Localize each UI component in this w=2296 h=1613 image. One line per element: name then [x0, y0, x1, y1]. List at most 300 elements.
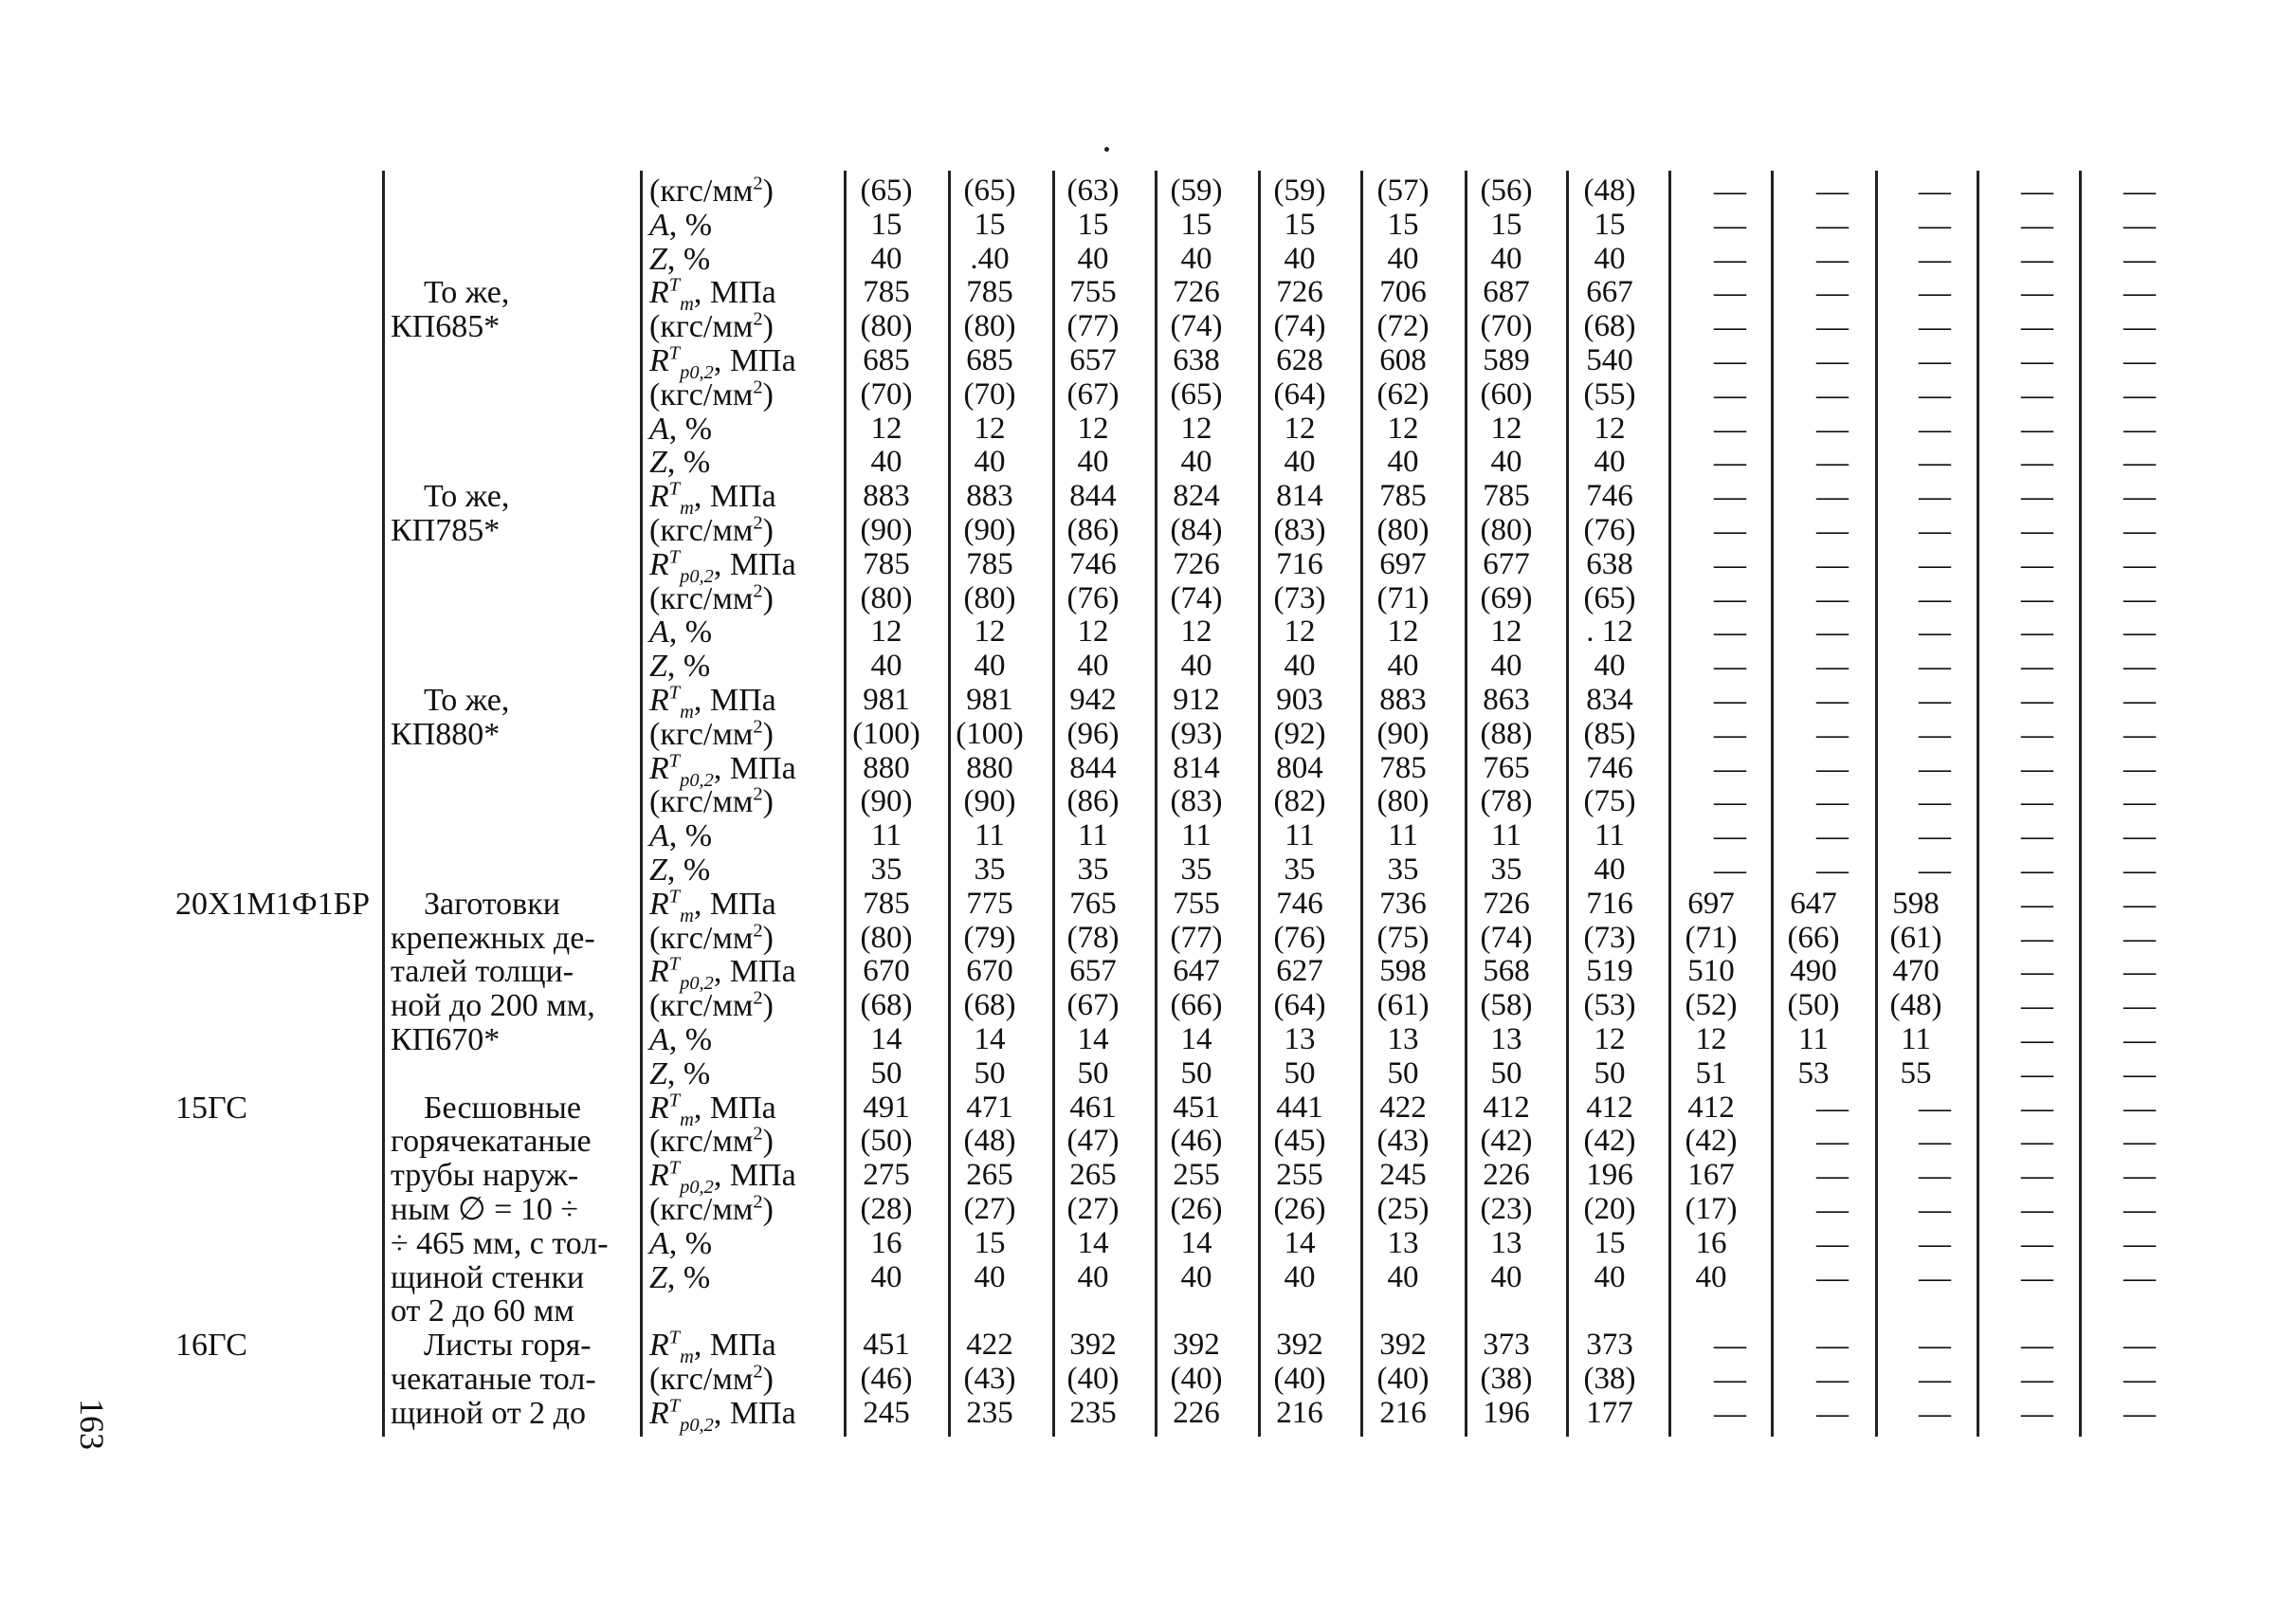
- value-cell: 12: [974, 614, 1006, 650]
- dash-cell: —: [1919, 614, 1951, 651]
- value-cell: 12: [1695, 1022, 1727, 1056]
- value-cell: 736: [1379, 886, 1427, 921]
- value-cell: 685: [966, 343, 1013, 377]
- param-label: $(кгс/мм^2)$: [649, 376, 774, 412]
- value-cell: 35: [1490, 852, 1522, 887]
- value-cell: 40: [1594, 445, 1626, 480]
- product-text: горячекатаные: [391, 1124, 592, 1160]
- value-cell: (61): [1889, 920, 1942, 955]
- dash-cell: —: [1919, 1259, 1951, 1295]
- product-text: То же,: [424, 683, 510, 718]
- dash-cell: —: [1816, 376, 1849, 412]
- value-cell: 11: [1181, 818, 1212, 853]
- product-text: талей толщи-: [391, 954, 574, 990]
- dash-cell: —: [2123, 241, 2156, 277]
- dash-cell: —: [2123, 1022, 2156, 1057]
- value-cell: 40: [1387, 649, 1419, 684]
- dash-cell: —: [2123, 343, 2156, 378]
- value-cell: (86): [1066, 513, 1120, 547]
- value-cell: 40: [1594, 852, 1626, 887]
- value-cell: 422: [1379, 1090, 1427, 1125]
- dash-cell: —: [2021, 411, 2053, 447]
- value-cell: (68): [963, 988, 1016, 1023]
- param-label: $(кгс/мм^2)$: [649, 920, 774, 956]
- dash-cell: —: [1816, 716, 1849, 752]
- param-label: $R^T_m$, МПа: [649, 886, 776, 926]
- value-cell: 880: [863, 750, 910, 785]
- product-text: чекатаные тол-: [391, 1362, 596, 1397]
- value-cell: (59): [1170, 174, 1223, 208]
- value-cell: 785: [966, 275, 1013, 310]
- value-cell: 706: [1379, 275, 1427, 310]
- value-cell: (38): [1583, 1362, 1636, 1396]
- value-cell: (59): [1273, 174, 1326, 208]
- product-text: щиной стенки: [391, 1259, 585, 1295]
- value-cell: 40: [1180, 1259, 1212, 1294]
- value-cell: 40: [1077, 649, 1109, 684]
- dash-cell: —: [2123, 174, 2156, 209]
- dash-cell: —: [1919, 343, 1951, 378]
- value-cell: 226: [1483, 1158, 1530, 1193]
- value-cell: 15: [1490, 207, 1522, 242]
- value-cell: 392: [1173, 1328, 1220, 1363]
- dash-cell: —: [2123, 1158, 2156, 1194]
- dash-cell: —: [1919, 1090, 1951, 1126]
- value-cell: 53: [1797, 1055, 1830, 1091]
- value-cell: 13: [1284, 1022, 1316, 1056]
- value-cell: 12: [1284, 614, 1316, 650]
- param-label: $R^T_{p0,2}$, МПа: [649, 1157, 796, 1198]
- value-cell: (77): [1170, 920, 1223, 955]
- value-cell: 15: [1077, 207, 1109, 242]
- dash-cell: —: [1714, 716, 1746, 752]
- value-cell: 461: [1069, 1090, 1117, 1125]
- dash-cell: —: [2123, 411, 2156, 447]
- dash-cell: —: [2021, 852, 2053, 888]
- value-cell: (50): [860, 1124, 913, 1159]
- value-cell: (50): [1787, 988, 1840, 1023]
- dash-cell: —: [1919, 818, 1951, 854]
- value-cell: 50: [1284, 1055, 1316, 1091]
- value-cell: (80): [1376, 513, 1430, 547]
- value-cell: 167: [1687, 1158, 1735, 1193]
- value-cell: 40: [1077, 445, 1109, 480]
- value-cell: 598: [1379, 954, 1427, 989]
- value-cell: 880: [966, 750, 1013, 785]
- dash-cell: —: [1919, 479, 1951, 515]
- value-cell: (72): [1376, 309, 1430, 344]
- value-cell: 235: [966, 1395, 1013, 1430]
- dash-cell: —: [2021, 376, 2053, 412]
- param-label: A, %: [649, 818, 713, 854]
- dash-cell: —: [1919, 649, 1951, 685]
- dash-cell: —: [2123, 1362, 2156, 1397]
- value-cell: (76): [1273, 920, 1326, 955]
- value-cell: 883: [1379, 683, 1427, 717]
- value-cell: 519: [1586, 954, 1633, 989]
- dash-cell: —: [1714, 1328, 1746, 1364]
- dash-cell: —: [2123, 1328, 2156, 1364]
- dash-cell: —: [2021, 207, 2053, 243]
- value-cell: 755: [1069, 275, 1117, 310]
- value-cell: 40: [1490, 1259, 1522, 1294]
- value-cell: 40: [1387, 1259, 1419, 1294]
- value-cell: 647: [1173, 954, 1220, 989]
- dash-cell: —: [1816, 546, 1849, 582]
- value-cell: 685: [863, 343, 910, 377]
- value-cell: 40: [1695, 1259, 1727, 1294]
- dash-cell: —: [1816, 1259, 1849, 1295]
- value-cell: 12: [870, 614, 902, 650]
- dash-cell: —: [2123, 513, 2156, 548]
- value-cell: .40: [970, 241, 1010, 276]
- value-cell: 11: [975, 818, 1005, 853]
- value-cell: (26): [1170, 1192, 1223, 1226]
- dash-cell: —: [1714, 445, 1746, 481]
- value-cell: 275: [863, 1158, 910, 1193]
- value-cell: (85): [1583, 716, 1636, 751]
- dash-cell: —: [2123, 683, 2156, 718]
- dash-cell: —: [2021, 683, 2053, 718]
- value-cell: 14: [974, 1022, 1006, 1056]
- dash-cell: —: [2021, 174, 2053, 209]
- value-cell: (25): [1376, 1192, 1430, 1226]
- value-cell: 15: [1180, 207, 1212, 242]
- value-cell: 11: [1901, 1022, 1931, 1056]
- value-cell: 196: [1586, 1158, 1633, 1193]
- dash-cell: —: [1816, 683, 1849, 718]
- dash-cell: —: [1919, 174, 1951, 209]
- value-cell: 40: [974, 445, 1006, 480]
- value-cell: 11: [1798, 1022, 1829, 1056]
- value-cell: (64): [1273, 376, 1326, 412]
- dash-cell: —: [1816, 614, 1849, 651]
- dash-cell: —: [2021, 309, 2053, 345]
- value-cell: (38): [1480, 1362, 1533, 1396]
- value-cell: (80): [1376, 784, 1430, 819]
- dash-cell: —: [2021, 614, 2053, 651]
- value-cell: 12: [870, 411, 902, 446]
- value-cell: (74): [1480, 920, 1533, 955]
- dash-cell: —: [1919, 275, 1951, 311]
- dash-cell: —: [2021, 1395, 2053, 1431]
- dash-cell: —: [1714, 241, 1746, 277]
- param-label: $R^T_{p0,2}$, МПа: [649, 750, 796, 791]
- value-cell: 627: [1276, 954, 1323, 989]
- product-text: КП785*: [391, 513, 501, 548]
- product-text: ÷ 465 мм, с тол-: [391, 1225, 609, 1261]
- product-text: То же,: [424, 479, 510, 515]
- value-cell: (43): [963, 1362, 1016, 1396]
- dash-cell: —: [1714, 207, 1746, 243]
- dash-cell: —: [1816, 309, 1849, 345]
- value-cell: 40: [870, 241, 902, 276]
- dash-cell: —: [1816, 275, 1849, 311]
- value-cell: (42): [1685, 1124, 1738, 1159]
- value-cell: (62): [1376, 376, 1430, 412]
- dash-cell: —: [2123, 716, 2156, 752]
- value-cell: (83): [1170, 784, 1223, 819]
- value-cell: (80): [963, 309, 1016, 344]
- value-cell: 12: [1077, 614, 1109, 650]
- value-cell: (65): [860, 174, 913, 208]
- dash-cell: —: [1714, 546, 1746, 582]
- value-cell: 670: [966, 954, 1013, 989]
- dash-cell: —: [2021, 920, 2053, 956]
- product-text: щиной от 2 до: [391, 1395, 586, 1431]
- value-cell: (93): [1170, 716, 1223, 751]
- dash-cell: —: [1714, 750, 1746, 786]
- value-cell: 40: [870, 1259, 902, 1294]
- value-cell: (75): [1583, 784, 1636, 819]
- param-label: $(кгс/мм^2)$: [649, 1191, 774, 1227]
- value-cell: 628: [1276, 343, 1323, 377]
- value-cell: 226: [1173, 1395, 1220, 1430]
- value-cell: 15: [974, 1225, 1006, 1260]
- dash-cell: —: [1919, 241, 1951, 277]
- dash-cell: —: [1919, 716, 1951, 752]
- value-cell: (90): [963, 513, 1016, 547]
- value-cell: 441: [1276, 1090, 1323, 1125]
- value-cell: 785: [863, 546, 910, 581]
- param-label: $(кгс/мм^2)$: [649, 308, 774, 345]
- value-cell: 746: [1069, 546, 1117, 581]
- value-cell: 726: [1276, 275, 1323, 310]
- value-cell: 12: [974, 411, 1006, 446]
- value-cell: (76): [1066, 580, 1120, 615]
- value-cell: 883: [863, 479, 910, 514]
- value-cell: 785: [863, 275, 910, 310]
- value-cell: 598: [1892, 886, 1940, 921]
- value-cell: 392: [1379, 1328, 1427, 1363]
- dash-cell: —: [1714, 818, 1746, 854]
- dash-cell: —: [1919, 411, 1951, 447]
- value-cell: 373: [1586, 1328, 1633, 1363]
- dash-cell: —: [1714, 683, 1746, 718]
- page-number: 163: [73, 1399, 111, 1450]
- param-label: $R^T_m$, МПа: [649, 682, 776, 723]
- product-text: от 2 до 60 мм: [391, 1293, 574, 1329]
- value-cell: (48): [963, 1124, 1016, 1159]
- value-cell: 12: [1180, 614, 1212, 650]
- value-cell: (48): [1583, 174, 1636, 208]
- value-cell: 657: [1069, 954, 1117, 989]
- value-cell: (20): [1583, 1192, 1636, 1226]
- value-cell: (73): [1583, 920, 1636, 955]
- value-cell: (82): [1273, 784, 1326, 819]
- dash-cell: —: [1816, 513, 1849, 548]
- value-cell: 40: [974, 649, 1006, 684]
- value-cell: 844: [1069, 479, 1117, 514]
- param-label: $(кгс/мм^2)$: [649, 784, 774, 820]
- param-label: A, %: [649, 614, 713, 651]
- dash-cell: —: [1919, 309, 1951, 345]
- dash-cell: —: [1919, 1124, 1951, 1160]
- param-label: Z, %: [649, 1055, 711, 1091]
- value-cell: (100): [956, 716, 1024, 751]
- value-cell: (75): [1376, 920, 1430, 955]
- dash-cell: —: [1816, 1225, 1849, 1261]
- dash-cell: —: [2123, 852, 2156, 888]
- dash-cell: —: [1714, 343, 1746, 378]
- value-cell: 13: [1490, 1022, 1522, 1056]
- value-cell: 177: [1586, 1395, 1633, 1430]
- dash-cell: —: [2123, 1055, 2156, 1091]
- value-cell: (80): [963, 580, 1016, 615]
- value-cell: (46): [860, 1362, 913, 1396]
- value-cell: 40: [870, 649, 902, 684]
- value-cell: 697: [1687, 886, 1735, 921]
- dash-cell: —: [1919, 207, 1951, 243]
- param-label: A, %: [649, 1022, 713, 1057]
- param-label: A, %: [649, 411, 713, 447]
- dash-cell: —: [2021, 1259, 2053, 1295]
- dash-cell: —: [1816, 411, 1849, 447]
- value-cell: 568: [1483, 954, 1530, 989]
- dash-cell: —: [1714, 1395, 1746, 1431]
- dash-cell: —: [1919, 580, 1951, 616]
- value-cell: (23): [1480, 1192, 1533, 1226]
- column-rule: [382, 171, 385, 1437]
- value-cell: (17): [1685, 1192, 1738, 1226]
- value-cell: 726: [1173, 275, 1220, 310]
- dash-cell: —: [1816, 207, 1849, 243]
- dash-cell: —: [2021, 1124, 2053, 1160]
- param-label: $R^T_{p0,2}$, МПа: [649, 954, 796, 995]
- dash-cell: —: [2123, 1192, 2156, 1227]
- dash-cell: —: [2021, 818, 2053, 854]
- value-cell: 255: [1173, 1158, 1220, 1193]
- param-label: Z, %: [649, 241, 711, 277]
- value-cell: (78): [1066, 920, 1120, 955]
- value-cell: (90): [963, 784, 1016, 819]
- value-cell: (52): [1685, 988, 1738, 1023]
- dash-cell: —: [1919, 1328, 1951, 1364]
- value-cell: 638: [1586, 546, 1633, 581]
- value-cell: 491: [863, 1090, 910, 1125]
- dash-cell: —: [2021, 343, 2053, 378]
- dash-cell: —: [2021, 649, 2053, 685]
- value-cell: (63): [1066, 174, 1120, 208]
- value-cell: 40: [1490, 445, 1522, 480]
- stray-dot: [1104, 147, 1109, 152]
- value-cell: 50: [1594, 1055, 1626, 1091]
- value-cell: 765: [1483, 750, 1530, 785]
- value-cell: (60): [1480, 376, 1533, 412]
- dash-cell: —: [2021, 1225, 2053, 1261]
- value-cell: (58): [1480, 988, 1533, 1023]
- value-cell: (55): [1583, 376, 1636, 412]
- param-label: $(кгс/мм^2)$: [649, 1361, 774, 1397]
- product-text: крепежных де-: [391, 920, 595, 956]
- param-label: $R^T_{p0,2}$, МПа: [649, 546, 796, 587]
- dash-cell: —: [1714, 275, 1746, 311]
- dash-cell: —: [2123, 1124, 2156, 1160]
- value-cell: 12: [1077, 411, 1109, 446]
- dash-cell: —: [2123, 886, 2156, 922]
- dash-cell: —: [2123, 784, 2156, 820]
- value-cell: (76): [1583, 513, 1636, 547]
- dash-cell: —: [1919, 376, 1951, 412]
- dash-cell: —: [2021, 513, 2053, 548]
- dash-cell: —: [2021, 275, 2053, 311]
- dash-cell: —: [1714, 614, 1746, 651]
- value-cell: 50: [1490, 1055, 1522, 1091]
- value-cell: 40: [1284, 241, 1316, 276]
- value-cell: 863: [1483, 683, 1530, 717]
- value-cell: (42): [1480, 1124, 1533, 1159]
- value-cell: 14: [1284, 1225, 1316, 1260]
- dash-cell: —: [2021, 954, 2053, 990]
- value-cell: 11: [1388, 818, 1418, 853]
- value-cell: (40): [1066, 1362, 1120, 1396]
- product-text: ной до 200 мм,: [391, 988, 595, 1024]
- value-cell: 471: [966, 1090, 1013, 1125]
- value-cell: (90): [860, 513, 913, 547]
- value-cell: (66): [1170, 988, 1223, 1023]
- dash-cell: —: [1714, 649, 1746, 685]
- value-cell: (47): [1066, 1124, 1120, 1159]
- value-cell: 540: [1586, 343, 1633, 377]
- param-label: Z, %: [649, 1259, 711, 1295]
- value-cell: . 12: [1586, 614, 1633, 650]
- param-label: $R^T_m$, МПа: [649, 478, 776, 519]
- dash-cell: —: [2123, 445, 2156, 481]
- value-cell: (68): [860, 988, 913, 1023]
- param-label: $(кгс/мм^2)$: [649, 987, 774, 1024]
- dash-cell: —: [2021, 784, 2053, 820]
- value-cell: (74): [1273, 309, 1326, 344]
- dash-cell: —: [2123, 614, 2156, 651]
- value-cell: 50: [1077, 1055, 1109, 1091]
- value-cell: 40: [1180, 649, 1212, 684]
- dash-cell: —: [2123, 750, 2156, 786]
- dash-cell: —: [1816, 1192, 1849, 1227]
- value-cell: 667: [1586, 275, 1633, 310]
- dash-cell: —: [1816, 1328, 1849, 1364]
- dash-cell: —: [1714, 852, 1746, 888]
- dash-cell: —: [2021, 1158, 2053, 1194]
- dash-cell: —: [1816, 343, 1849, 378]
- value-cell: (71): [1376, 580, 1430, 615]
- value-cell: 687: [1483, 275, 1530, 310]
- value-cell: (84): [1170, 513, 1223, 547]
- dash-cell: —: [2123, 479, 2156, 515]
- dash-cell: —: [1919, 683, 1951, 718]
- param-label: Z, %: [649, 852, 711, 888]
- column-rule: [2079, 171, 2082, 1437]
- value-cell: 912: [1173, 683, 1220, 717]
- value-cell: 40: [1594, 241, 1626, 276]
- value-cell: (53): [1583, 988, 1636, 1023]
- value-cell: 716: [1586, 886, 1633, 921]
- value-cell: 13: [1387, 1022, 1419, 1056]
- value-cell: 265: [1069, 1158, 1117, 1193]
- dash-cell: —: [2021, 580, 2053, 616]
- param-label: $(кгс/мм^2)$: [649, 1124, 774, 1160]
- dash-cell: —: [2123, 1090, 2156, 1126]
- value-cell: 216: [1379, 1395, 1427, 1430]
- product-text: КП670*: [391, 1022, 501, 1057]
- dash-cell: —: [1816, 784, 1849, 820]
- value-cell: 746: [1276, 886, 1323, 921]
- value-cell: 14: [1180, 1225, 1212, 1260]
- column-rule: [1875, 171, 1878, 1437]
- value-cell: (70): [963, 376, 1016, 412]
- value-cell: 235: [1069, 1395, 1117, 1430]
- value-cell: 40: [1284, 1259, 1316, 1294]
- value-cell: 40: [1387, 241, 1419, 276]
